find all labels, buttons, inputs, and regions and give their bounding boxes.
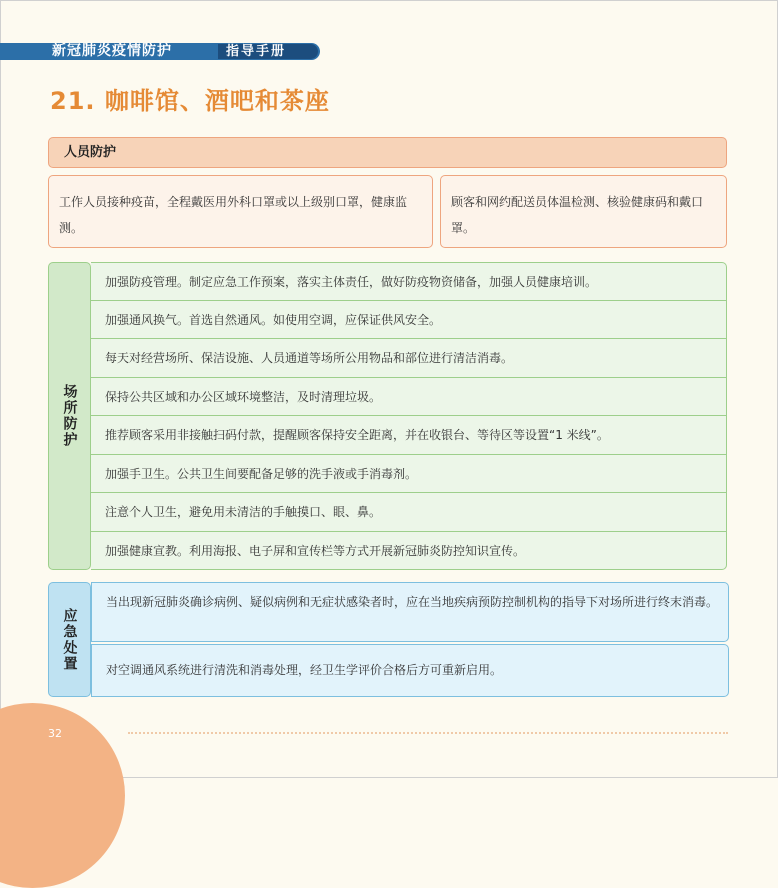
page-number: 32: [48, 727, 62, 740]
footer-dotted-line: [128, 732, 728, 734]
personnel-heading: 人员防护: [64, 145, 117, 160]
place-measure-item: 加强手卫生。公共卫生间要配备足够的洗手液或手消毒剂。: [91, 455, 727, 494]
place-label-text: 场所防护: [61, 384, 78, 448]
emergency-label-text: 应急处置: [61, 607, 78, 672]
emergency-item: 当出现新冠肺炎确诊病例、疑似病例和无症状感染者时，应在当地疾病预防控制机构的指导下对场所进行终末消毒。: [91, 582, 729, 642]
place-measure-item: 保持公共区域和办公区域环境整洁，及时清理垃圾。: [91, 378, 727, 417]
page-title: 21. 咖啡馆、酒吧和茶座: [50, 87, 330, 115]
place-measure-list: [91, 262, 727, 570]
header-title: 新冠肺炎疫情防护: [52, 43, 172, 59]
header-tag: 指导手册: [226, 44, 287, 59]
personnel-staff-box: 工作人员接种疫苗，全程戴医用外科口罩或以上级别口罩，健康监测。: [48, 175, 433, 248]
personnel-section-header: [48, 137, 727, 168]
place-section-label: [48, 262, 91, 570]
emergency-section-label: [48, 582, 91, 697]
place-measure-item: 推荐顾客采用非接触扫码付款，提醒顾客保持安全距离，并在收银台、等待区等设置“1 米线”。: [91, 416, 727, 455]
place-measure-item: 每天对经营场所、保洁设施、人员通道等场所公用物品和部位进行清洁消毒。: [91, 339, 727, 378]
place-measure-item: 注意个人卫生，避免用未清洁的手触摸口、眼、鼻。: [91, 493, 727, 532]
personnel-customers-box: 顾客和网约配送员体温检测、核验健康码和戴口罩。: [440, 175, 727, 248]
emergency-item: 对空调通风系统进行清洗和消毒处理，经卫生学评价合格后方可重新启用。: [91, 644, 729, 697]
place-measure-item: 加强通风换气。首选自然通风。如使用空调，应保证供风安全。: [91, 301, 727, 340]
place-measure-item: 加强防疫管理。制定应急工作预案，落实主体责任，做好防疫物资储备，加强人员健康培训。: [91, 262, 727, 301]
place-measure-item: 加强健康宣教。利用海报、电子屏和宣传栏等方式开展新冠肺炎防控知识宣传。: [91, 532, 727, 571]
